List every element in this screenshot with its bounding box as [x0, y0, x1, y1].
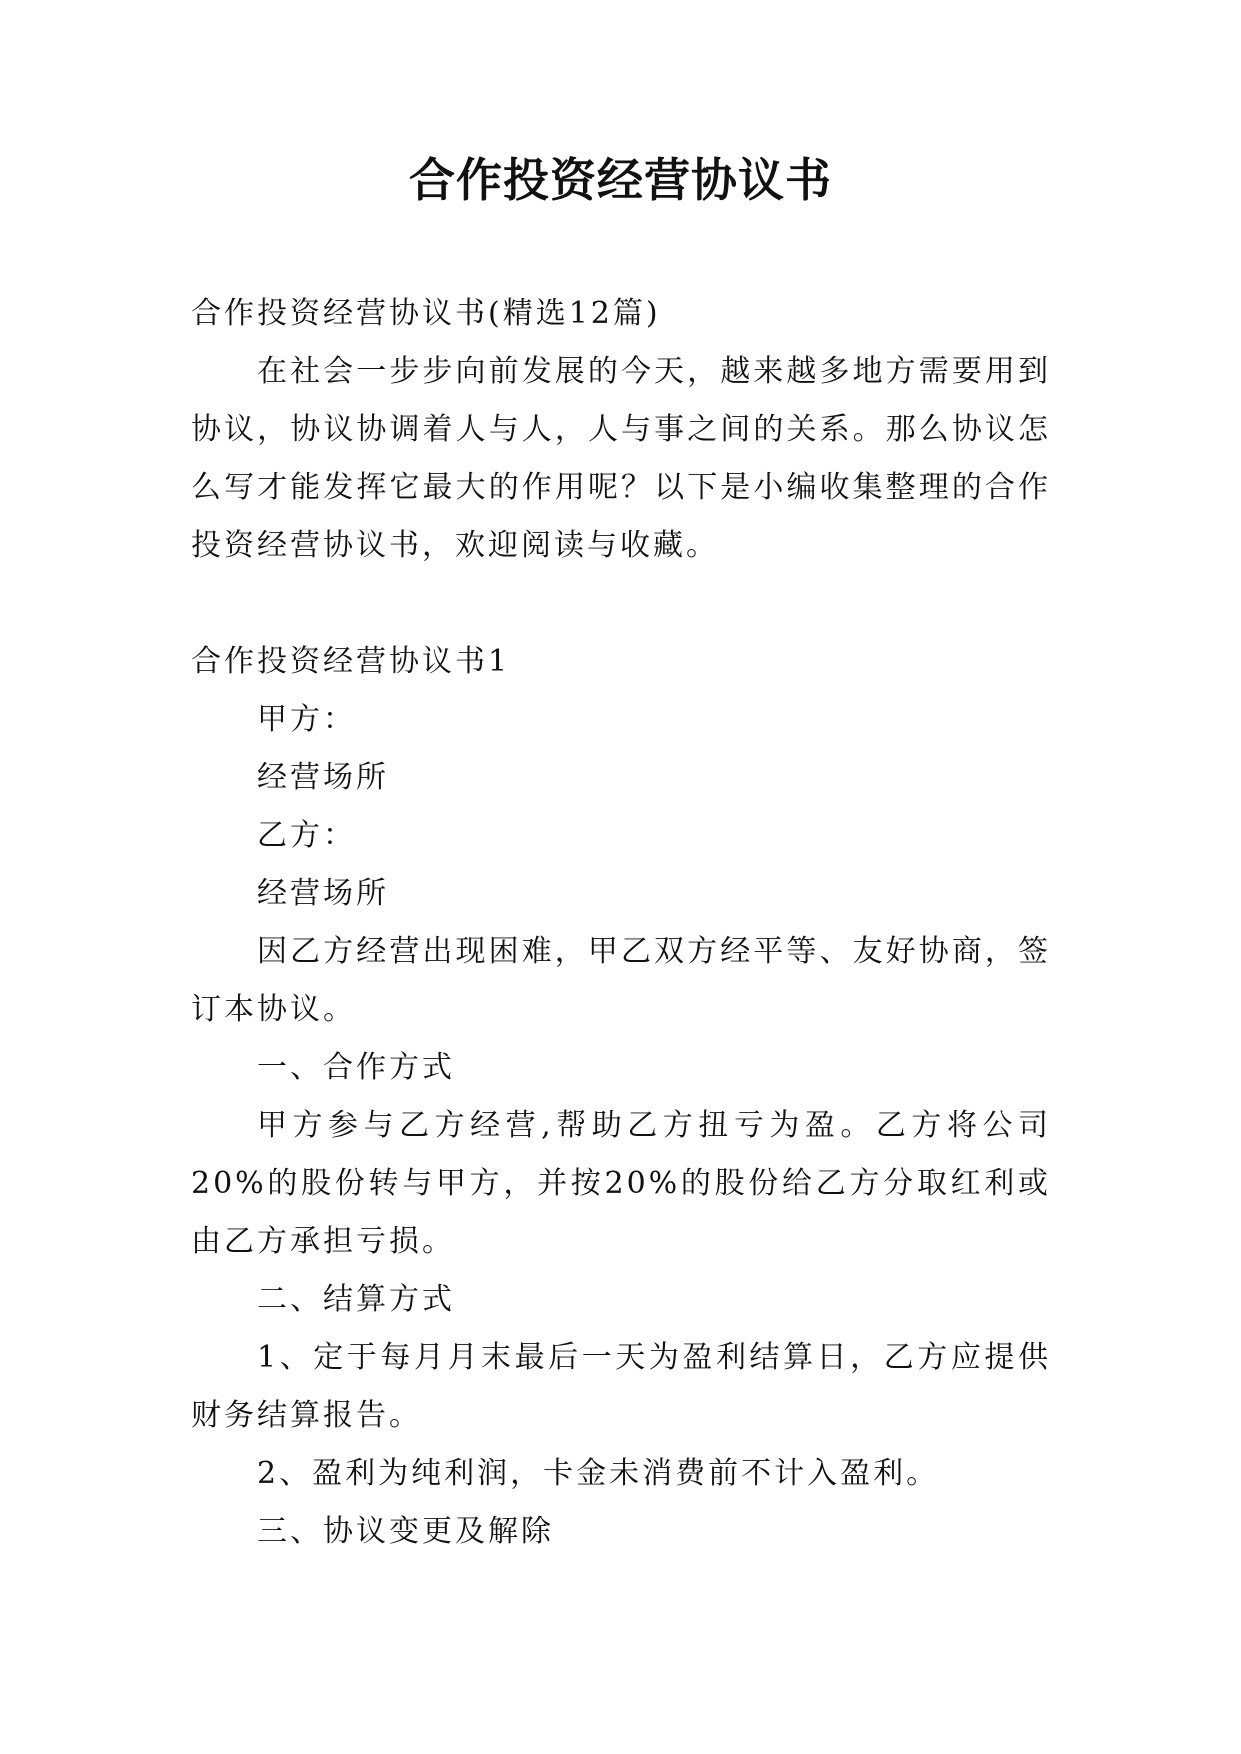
party-a-label: 甲方：: [257, 702, 356, 737]
clause-1-paragraph: 甲方参与乙方经营,帮助乙方扭亏为盈。乙方将公司20%的股份转与甲方，并按20%的股份给乙方分取红利或由乙方承担亏损。: [191, 1108, 1051, 1259]
clause-2-item-1: 1、定于每月月末最后一天为盈利结算日，乙方应提供财务结算报告。: [191, 1340, 1051, 1433]
section-heading: 合作投资经营协议书1: [191, 644, 511, 679]
clause-2-heading: 二、结算方式: [257, 1282, 455, 1317]
document-title: 合作投资经营协议书: [409, 153, 832, 207]
party-a-place: 经营场所: [257, 760, 389, 795]
party-b-place: 经营场所: [257, 876, 389, 911]
party-b-label: 乙方：: [257, 818, 356, 853]
document-subtitle: 合作投资经营协议书(精选12篇): [191, 296, 661, 331]
clause-1-heading: 一、合作方式: [257, 1050, 455, 1085]
clause-2-item-2: 2、盈利为纯利润，卡金未消费前不计入盈利。: [257, 1456, 940, 1491]
preamble-paragraph: 因乙方经营出现困难，甲乙双方经平等、友好协商，签订本协议。: [191, 934, 1051, 1027]
intro-paragraph: 在社会一步步向前发展的今天，越来越多地方需要用到协议，协议协调着人与人，人与事之间的关系。那么协议怎么写才能发挥它最大的作用呢？以下是小编收集整理的合作投资经营协议书，欢迎阅读与收藏。: [191, 354, 1051, 563]
clause-3-heading: 三、协议变更及解除: [257, 1514, 554, 1549]
paragraph-spacer: [191, 575, 1051, 633]
document-body: [191, 285, 1051, 1561]
